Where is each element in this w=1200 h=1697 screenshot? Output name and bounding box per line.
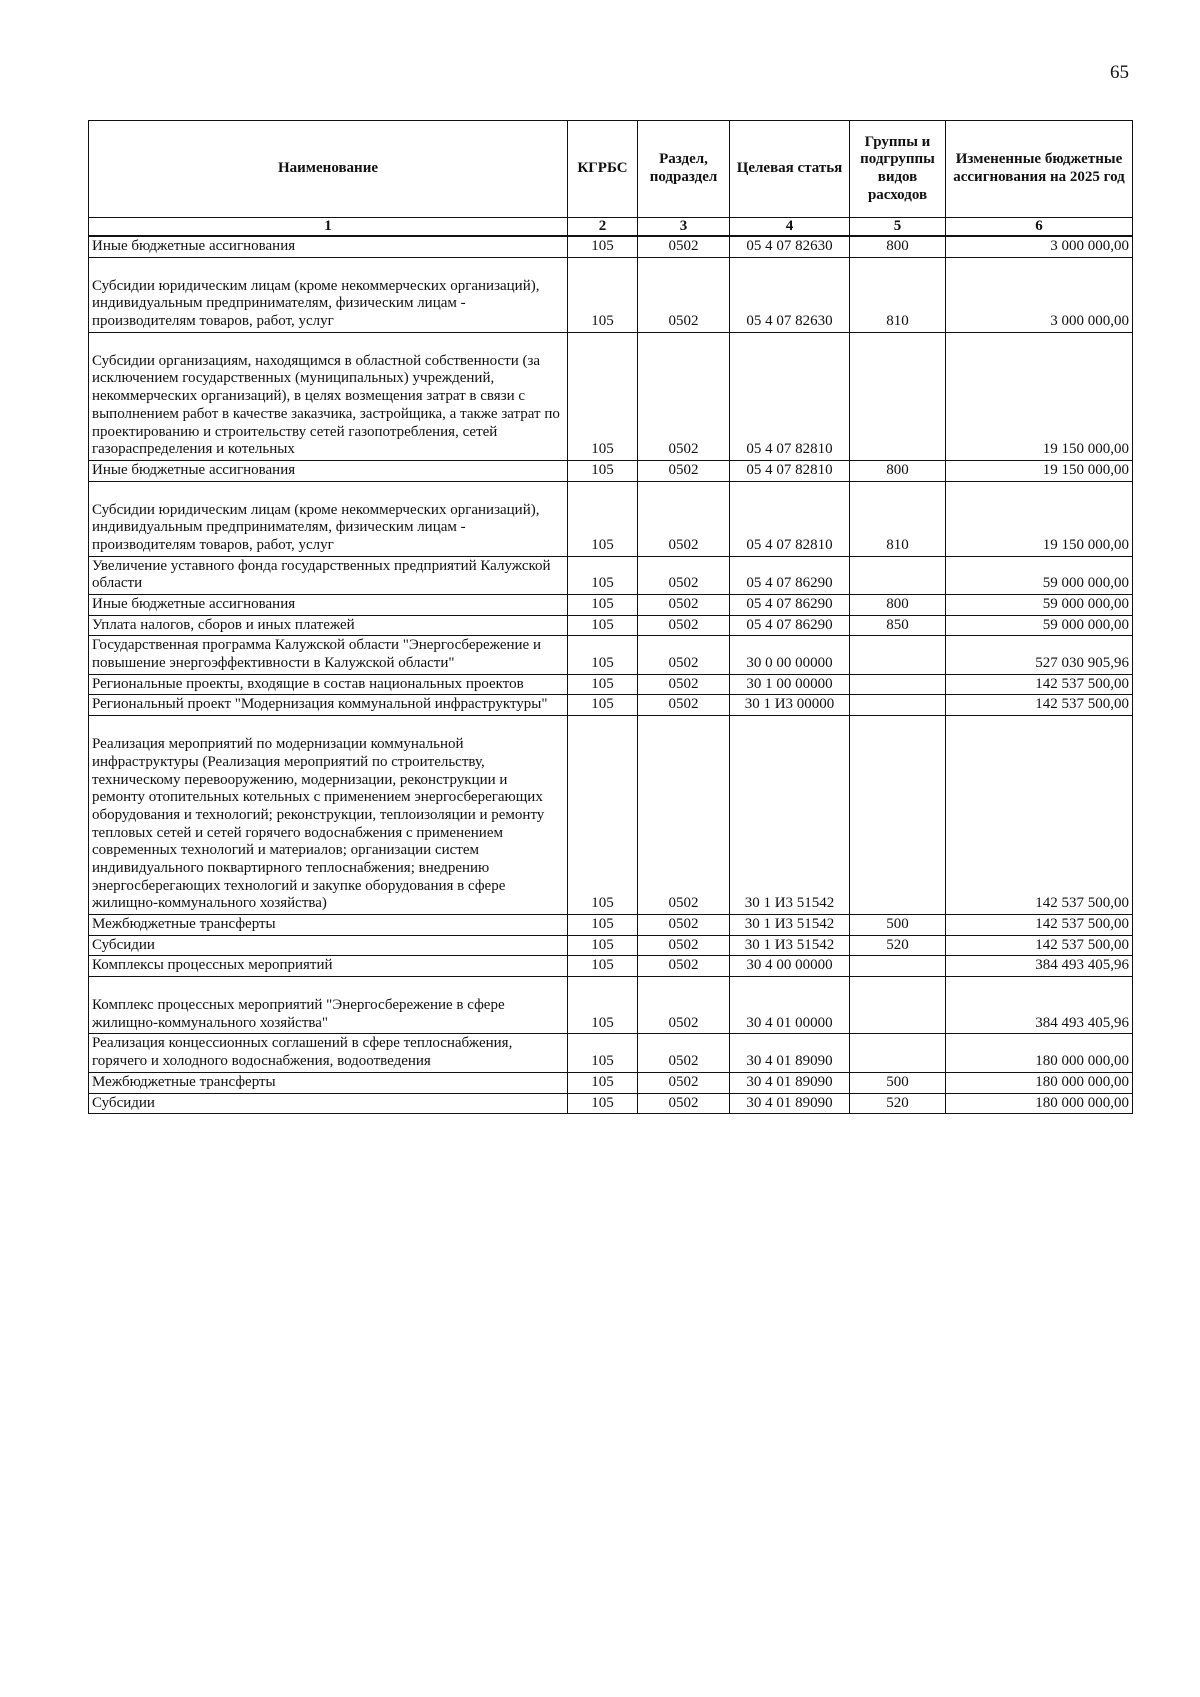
row-group: 800 bbox=[850, 460, 946, 481]
row-razdel: 0502 bbox=[638, 716, 730, 915]
row-group bbox=[850, 1034, 946, 1072]
row-group bbox=[850, 977, 946, 1034]
budget-table bbox=[88, 120, 1133, 1114]
row-amount: 142 537 500,00 bbox=[946, 674, 1133, 695]
column-number: 3 bbox=[638, 218, 730, 237]
table-row bbox=[89, 332, 1133, 460]
row-name: Иные бюджетные ассигнования bbox=[89, 595, 568, 616]
row-name: Комплекс процессных мероприятий "Энергосбережение в сфере жилищно-коммунального хозяйства" bbox=[89, 977, 568, 1034]
row-kgrbs: 105 bbox=[568, 460, 638, 481]
row-target: 30 1 00 00000 bbox=[730, 674, 850, 695]
row-razdel: 0502 bbox=[638, 556, 730, 594]
table-row bbox=[89, 236, 1133, 257]
header-amount: Измененные бюджетные ассигнования на 2025 год bbox=[946, 121, 1133, 218]
row-name: Уплата налогов, сборов и иных платежей bbox=[89, 615, 568, 636]
header-name: Наименование bbox=[89, 121, 568, 218]
row-razdel: 0502 bbox=[638, 935, 730, 956]
row-kgrbs: 105 bbox=[568, 716, 638, 915]
row-name: Реализация мероприятий по модернизации коммунальной инфраструктуры (Реализация мероприятий по строительству, техническому перевооружению, модернизации, реконструкции и ремонту отопительных котельных с применением энергосберегающих оборудования и технологий; реконструкции, теплоизоляции и ремонту тепловых сетей и сетей горячего водоснабжения с применением современных технологий и материалов; организации систем индивидуального поквартирного теплоснабжения; внедрению энергосберегающих технологий и закупке оборудования в сфере жилищно-коммунального хозяйства) bbox=[89, 716, 568, 915]
row-name: Увеличение уставного фонда государственных предприятий Калужской области bbox=[89, 556, 568, 594]
page-number: 65 bbox=[1110, 62, 1129, 83]
row-name: Иные бюджетные ассигнования bbox=[89, 236, 568, 257]
row-name: Субсидии юридическим лицам (кроме некоммерческих организаций), индивидуальным предпринимателям, физическим лицам - производителям товаров, работ, услуг bbox=[89, 257, 568, 332]
row-razdel: 0502 bbox=[638, 1093, 730, 1114]
column-number: 2 bbox=[568, 218, 638, 237]
row-target: 05 4 07 82630 bbox=[730, 257, 850, 332]
row-target: 05 4 07 82810 bbox=[730, 460, 850, 481]
row-group bbox=[850, 695, 946, 716]
row-amount: 527 030 905,96 bbox=[946, 636, 1133, 674]
table-row bbox=[89, 1093, 1133, 1114]
row-group bbox=[850, 956, 946, 977]
row-target: 30 1 И3 51542 bbox=[730, 716, 850, 915]
row-kgrbs: 105 bbox=[568, 481, 638, 556]
row-amount: 19 150 000,00 bbox=[946, 332, 1133, 460]
table-row bbox=[89, 977, 1133, 1034]
row-amount: 142 537 500,00 bbox=[946, 915, 1133, 936]
table-row bbox=[89, 674, 1133, 695]
row-group bbox=[850, 674, 946, 695]
row-amount: 142 537 500,00 bbox=[946, 695, 1133, 716]
row-name: Региональные проекты, входящие в состав национальных проектов bbox=[89, 674, 568, 695]
row-group: 800 bbox=[850, 236, 946, 257]
row-kgrbs: 105 bbox=[568, 1072, 638, 1093]
row-group: 520 bbox=[850, 935, 946, 956]
row-kgrbs: 105 bbox=[568, 332, 638, 460]
row-amount: 59 000 000,00 bbox=[946, 595, 1133, 616]
row-razdel: 0502 bbox=[638, 615, 730, 636]
header-target: Целевая статья bbox=[730, 121, 850, 218]
row-amount: 59 000 000,00 bbox=[946, 615, 1133, 636]
table-row bbox=[89, 460, 1133, 481]
table-row bbox=[89, 556, 1133, 594]
row-kgrbs: 105 bbox=[568, 915, 638, 936]
row-target: 05 4 07 82630 bbox=[730, 236, 850, 257]
row-group bbox=[850, 636, 946, 674]
row-target: 30 4 01 00000 bbox=[730, 977, 850, 1034]
row-razdel: 0502 bbox=[638, 332, 730, 460]
row-razdel: 0502 bbox=[638, 595, 730, 616]
row-group bbox=[850, 716, 946, 915]
row-kgrbs: 105 bbox=[568, 1093, 638, 1114]
table-row bbox=[89, 257, 1133, 332]
row-name: Комплексы процессных мероприятий bbox=[89, 956, 568, 977]
row-kgrbs: 105 bbox=[568, 615, 638, 636]
row-amount: 384 493 405,96 bbox=[946, 977, 1133, 1034]
table-row bbox=[89, 636, 1133, 674]
row-group: 500 bbox=[850, 915, 946, 936]
table-row bbox=[89, 615, 1133, 636]
row-target: 30 4 01 89090 bbox=[730, 1072, 850, 1093]
row-group: 810 bbox=[850, 257, 946, 332]
header-group: Группы и подгруппы видов расходов bbox=[850, 121, 946, 218]
table-row bbox=[89, 595, 1133, 616]
row-amount: 142 537 500,00 bbox=[946, 935, 1133, 956]
row-razdel: 0502 bbox=[638, 1034, 730, 1072]
row-amount: 59 000 000,00 bbox=[946, 556, 1133, 594]
table-row bbox=[89, 956, 1133, 977]
table-body bbox=[89, 236, 1133, 1114]
column-number: 1 bbox=[89, 218, 568, 237]
row-amount: 19 150 000,00 bbox=[946, 481, 1133, 556]
column-number-row bbox=[89, 218, 1133, 237]
column-number: 4 bbox=[730, 218, 850, 237]
row-target: 30 4 01 89090 bbox=[730, 1093, 850, 1114]
row-name: Субсидии bbox=[89, 935, 568, 956]
row-amount: 180 000 000,00 bbox=[946, 1093, 1133, 1114]
row-amount: 3 000 000,00 bbox=[946, 236, 1133, 257]
table-row bbox=[89, 695, 1133, 716]
row-kgrbs: 105 bbox=[568, 636, 638, 674]
row-target: 05 4 07 86290 bbox=[730, 595, 850, 616]
row-razdel: 0502 bbox=[638, 695, 730, 716]
row-group bbox=[850, 332, 946, 460]
header-kgrbs: КГРБС bbox=[568, 121, 638, 218]
column-number: 6 bbox=[946, 218, 1133, 237]
header-row bbox=[89, 121, 1133, 218]
table-row bbox=[89, 915, 1133, 936]
row-group: 850 bbox=[850, 615, 946, 636]
row-kgrbs: 105 bbox=[568, 956, 638, 977]
row-amount: 142 537 500,00 bbox=[946, 716, 1133, 915]
row-target: 05 4 07 82810 bbox=[730, 481, 850, 556]
row-kgrbs: 105 bbox=[568, 674, 638, 695]
row-group: 500 bbox=[850, 1072, 946, 1093]
row-group: 810 bbox=[850, 481, 946, 556]
row-kgrbs: 105 bbox=[568, 595, 638, 616]
row-target: 05 4 07 86290 bbox=[730, 556, 850, 594]
row-kgrbs: 105 bbox=[568, 257, 638, 332]
row-name: Межбюджетные трансферты bbox=[89, 1072, 568, 1093]
row-amount: 180 000 000,00 bbox=[946, 1034, 1133, 1072]
row-group: 520 bbox=[850, 1093, 946, 1114]
row-razdel: 0502 bbox=[638, 956, 730, 977]
row-kgrbs: 105 bbox=[568, 236, 638, 257]
row-kgrbs: 105 bbox=[568, 977, 638, 1034]
row-name: Субсидии bbox=[89, 1093, 568, 1114]
row-amount: 19 150 000,00 bbox=[946, 460, 1133, 481]
row-razdel: 0502 bbox=[638, 977, 730, 1034]
row-target: 05 4 07 82810 bbox=[730, 332, 850, 460]
row-target: 30 1 И3 00000 bbox=[730, 695, 850, 716]
column-number: 5 bbox=[850, 218, 946, 237]
row-name: Субсидии юридическим лицам (кроме некоммерческих организаций), индивидуальным предпринимателям, физическим лицам - производителям товаров, работ, услуг bbox=[89, 481, 568, 556]
row-name: Субсидии организациям, находящимся в областной собственности (за исключением государственных (муниципальных) учреждений, некоммерческих организаций), в целях возмещения затрат в связи с выполнением работ в качестве заказчика, застройщика, а также затрат по проектированию и строительству сетей газопотребления, сетей газораспределения и котельных bbox=[89, 332, 568, 460]
row-kgrbs: 105 bbox=[568, 556, 638, 594]
row-amount: 3 000 000,00 bbox=[946, 257, 1133, 332]
row-razdel: 0502 bbox=[638, 236, 730, 257]
row-razdel: 0502 bbox=[638, 674, 730, 695]
row-target: 05 4 07 86290 bbox=[730, 615, 850, 636]
row-razdel: 0502 bbox=[638, 1072, 730, 1093]
row-name: Региональный проект "Модернизация коммунальной инфраструктуры" bbox=[89, 695, 568, 716]
table-row bbox=[89, 935, 1133, 956]
row-kgrbs: 105 bbox=[568, 935, 638, 956]
table-row bbox=[89, 716, 1133, 915]
row-target: 30 4 00 00000 bbox=[730, 956, 850, 977]
row-target: 30 0 00 00000 bbox=[730, 636, 850, 674]
row-kgrbs: 105 bbox=[568, 695, 638, 716]
row-razdel: 0502 bbox=[638, 460, 730, 481]
row-name: Реализация концессионных соглашений в сфере теплоснабжения, горячего и холодного водоснабжения, водоотведения bbox=[89, 1034, 568, 1072]
row-name: Межбюджетные трансферты bbox=[89, 915, 568, 936]
row-razdel: 0502 bbox=[638, 257, 730, 332]
row-target: 30 1 И3 51542 bbox=[730, 935, 850, 956]
row-name: Иные бюджетные ассигнования bbox=[89, 460, 568, 481]
table-row bbox=[89, 1072, 1133, 1093]
table-row bbox=[89, 1034, 1133, 1072]
row-group bbox=[850, 556, 946, 594]
row-target: 30 1 И3 51542 bbox=[730, 915, 850, 936]
row-amount: 384 493 405,96 bbox=[946, 956, 1133, 977]
row-razdel: 0502 bbox=[638, 915, 730, 936]
table-row bbox=[89, 481, 1133, 556]
row-group: 800 bbox=[850, 595, 946, 616]
row-razdel: 0502 bbox=[638, 636, 730, 674]
row-kgrbs: 105 bbox=[568, 1034, 638, 1072]
row-target: 30 4 01 89090 bbox=[730, 1034, 850, 1072]
row-amount: 180 000 000,00 bbox=[946, 1072, 1133, 1093]
header-razdel: Раздел, подраздел bbox=[638, 121, 730, 218]
row-name: Государственная программа Калужской области "Энергосбережение и повышение энергоэффективности в Калужской области" bbox=[89, 636, 568, 674]
row-razdel: 0502 bbox=[638, 481, 730, 556]
